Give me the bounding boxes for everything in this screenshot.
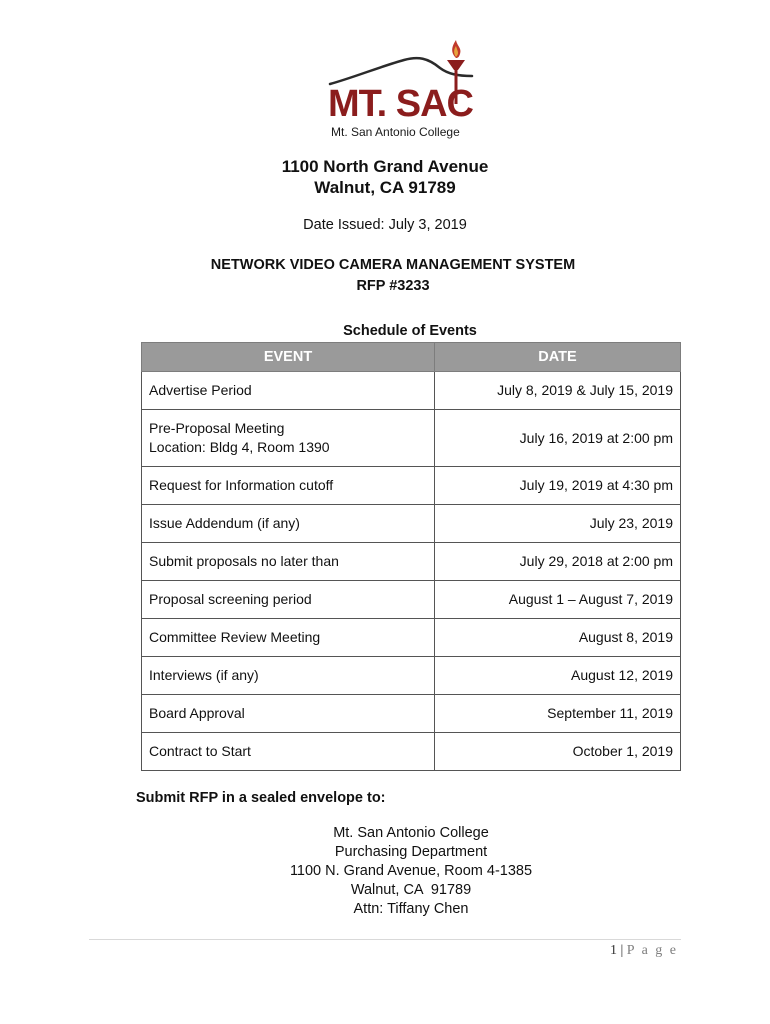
table-row [142, 581, 681, 619]
address-line: Attn: Tiffany Chen [353, 901, 469, 917]
page-separator: | [620, 943, 624, 958]
event-cell: Interviews (if any) [142, 657, 435, 695]
table-row [142, 619, 681, 657]
date-cell: July 29, 2018 at 2:00 pm [435, 543, 681, 581]
column-header-event: EVENT [142, 343, 435, 372]
rfp-title: NETWORK VIDEO CAMERA MANAGEMENT SYSTEM [210, 257, 576, 273]
address-line: Purchasing Department [334, 844, 488, 860]
table-row [142, 410, 681, 467]
event-cell: Submit proposals no later than [142, 543, 435, 581]
schedule-table [141, 342, 681, 771]
mailing-address [0, 824, 770, 919]
table-row [142, 733, 681, 771]
address-line: 1100 N. Grand Avenue, Room 4-1385 [289, 863, 533, 879]
address-line: Mt. San Antonio College [333, 825, 489, 841]
event-cell: Request for Information cutoff [142, 467, 435, 505]
schedule-caption: Schedule of Events [343, 323, 477, 339]
table-row [142, 657, 681, 695]
table-row [142, 505, 681, 543]
event-cell: Proposal screening period [142, 581, 435, 619]
event-cell [142, 410, 435, 467]
submit-heading: Submit RFP in a sealed envelope to: [136, 790, 386, 806]
date-cell: July 8, 2019 & July 15, 2019 [435, 372, 681, 410]
logo-subtitle: Mt. San Antonio College [331, 125, 460, 139]
date-cell: July 16, 2019 at 2:00 pm [435, 410, 681, 467]
table-row [142, 543, 681, 581]
date-cell: July 23, 2019 [435, 505, 681, 543]
date-issued: Date Issued: July 3, 2019 [303, 217, 467, 233]
footer-divider [89, 939, 681, 940]
event-location: Location: Bldg 4, Room 1390 [149, 439, 330, 455]
page-label: P a g e [626, 943, 678, 958]
table-row [142, 467, 681, 505]
date-cell: August 1 – August 7, 2019 [435, 581, 681, 619]
date-cell: August 12, 2019 [435, 657, 681, 695]
table-header-row [142, 343, 681, 372]
event-cell: Board Approval [142, 695, 435, 733]
event-cell: Contract to Start [142, 733, 435, 771]
table-row [142, 695, 681, 733]
rfp-number: RFP #3233 [356, 278, 430, 294]
logo-wordmark: MT. SAC [328, 83, 473, 125]
college-logo [322, 38, 482, 144]
date-cell: October 1, 2019 [435, 733, 681, 771]
event-cell: Advertise Period [142, 372, 435, 410]
event-cell: Committee Review Meeting [142, 619, 435, 657]
date-cell: August 8, 2019 [435, 619, 681, 657]
event-line: Pre-Proposal Meeting [149, 420, 285, 436]
address-line-1: 1100 North Grand Avenue [281, 157, 489, 176]
address-line: Walnut, CA 91789 [350, 882, 472, 898]
address-line-2: Walnut, CA 91789 [314, 178, 456, 197]
date-cell: July 19, 2019 at 4:30 pm [435, 467, 681, 505]
date-cell: September 11, 2019 [435, 695, 681, 733]
page-footer [610, 943, 678, 959]
column-header-date: DATE [435, 343, 681, 372]
event-cell: Issue Addendum (if any) [142, 505, 435, 543]
table-row [142, 372, 681, 410]
page-number: 1 [609, 943, 617, 958]
